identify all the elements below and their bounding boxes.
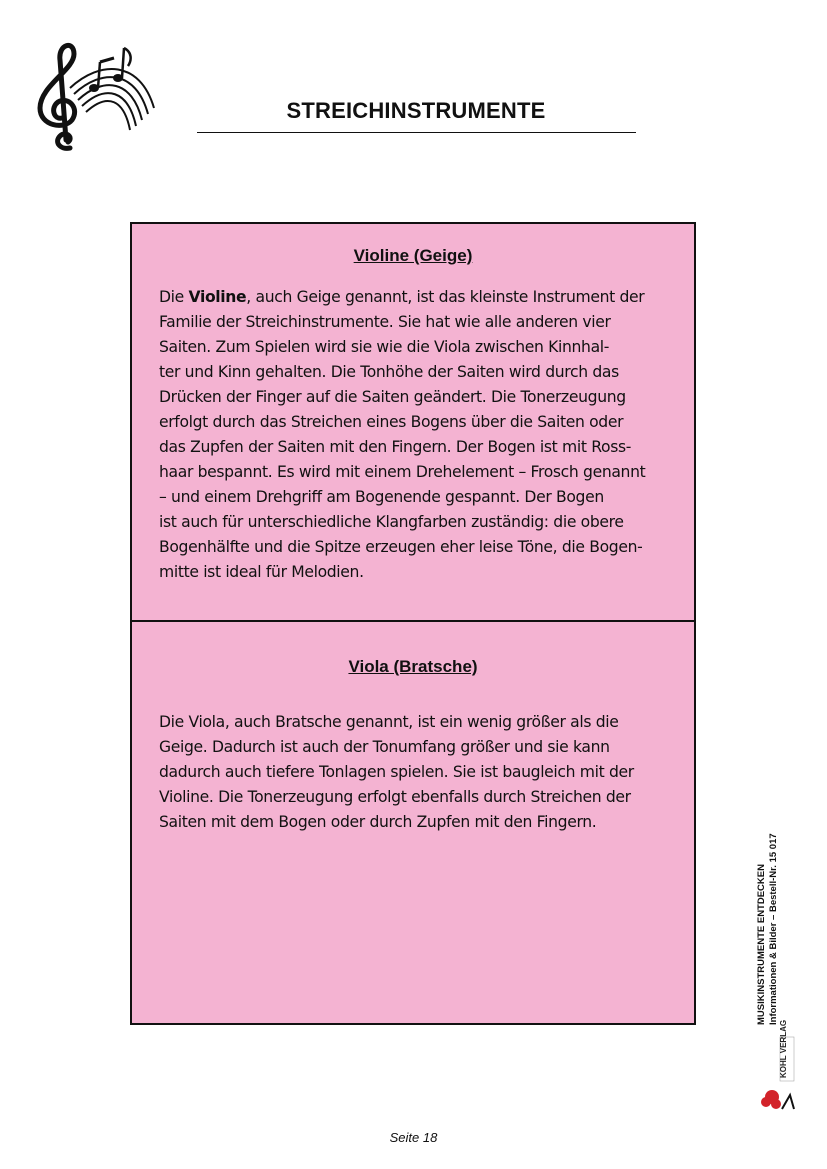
viola-heading: Viola (Bratsche) (348, 657, 478, 676)
violin-heading: Violine (Geige) (353, 246, 473, 265)
text-line: Die Viola, auch Bratsche genannt, ist ein wenig größer als die (159, 713, 619, 731)
title-underline (197, 132, 636, 133)
text-line: Geige. Dadurch ist auch der Tonumfang größer und sie kann (159, 738, 610, 756)
viola-info-box (130, 620, 696, 1025)
text-line: mitte ist ideal für Melodien. (159, 563, 364, 581)
text-line: Die Violine, auch Geige genannt, ist das kleinste Instrument der (159, 288, 645, 306)
bold-term: Violine (188, 288, 247, 306)
text-line: – und einem Drehgriff am Bogenende gespannt. Der Bogen (159, 488, 604, 506)
text-line: Drücken der Finger auf die Saiten geändert. Die Tonerzeugung (159, 388, 626, 406)
violin-text (159, 285, 676, 585)
publisher-name: KOHL VERLAG (779, 1019, 788, 1078)
text-line: erfolgt durch das Streichen eines Bogens über die Saiten oder (159, 413, 624, 431)
page-number: Seite 18 (389, 1130, 438, 1145)
text-line: haar bespannt. Es wird mit einem Drehelement – Frosch genannt (159, 463, 646, 481)
page-title: STREICHINSTRUMENTE (286, 98, 546, 123)
text-line: ist auch für unterschiedliche Klangfarben zuständig: die obere (159, 513, 624, 531)
text-line: Saiten. Zum Spielen wird sie wie die Viola zwischen Kinnhal- (159, 338, 610, 356)
treble-clef-music-notes-icon (30, 30, 160, 160)
text-line: Bogenhälfte und die Spitze erzeugen eher leise Töne, die Bogen- (159, 538, 643, 556)
violin-info-box (130, 222, 696, 624)
text-line: ter und Kinn gehalten. Die Tonhöhe der Saiten wird durch das (159, 363, 619, 381)
text-line: Saiten mit dem Bogen oder durch Zupfen mit den Fingern. (159, 813, 597, 831)
text-line: das Zupfen der Saiten mit den Fingern. Der Bogen ist mit Ross- (159, 438, 632, 456)
viola-text (159, 710, 676, 835)
series-title: MUSIKINSTRUMENTE ENTDECKEN (756, 864, 767, 1025)
series-subtitle: Informationen & Bilder – Bestell-Nr. 15 017 (768, 833, 779, 1025)
series-info-vertical (756, 775, 780, 1025)
text-line: dadurch auch tiefere Tonlagen spielen. Sie ist baugleich mit der (159, 763, 634, 781)
text-line: Violine. Die Tonerzeugung erfolgt ebenfalls durch Streichen der (159, 788, 631, 806)
text-line: Familie der Streichinstrumente. Sie hat wie alle anderen vier (159, 313, 611, 331)
